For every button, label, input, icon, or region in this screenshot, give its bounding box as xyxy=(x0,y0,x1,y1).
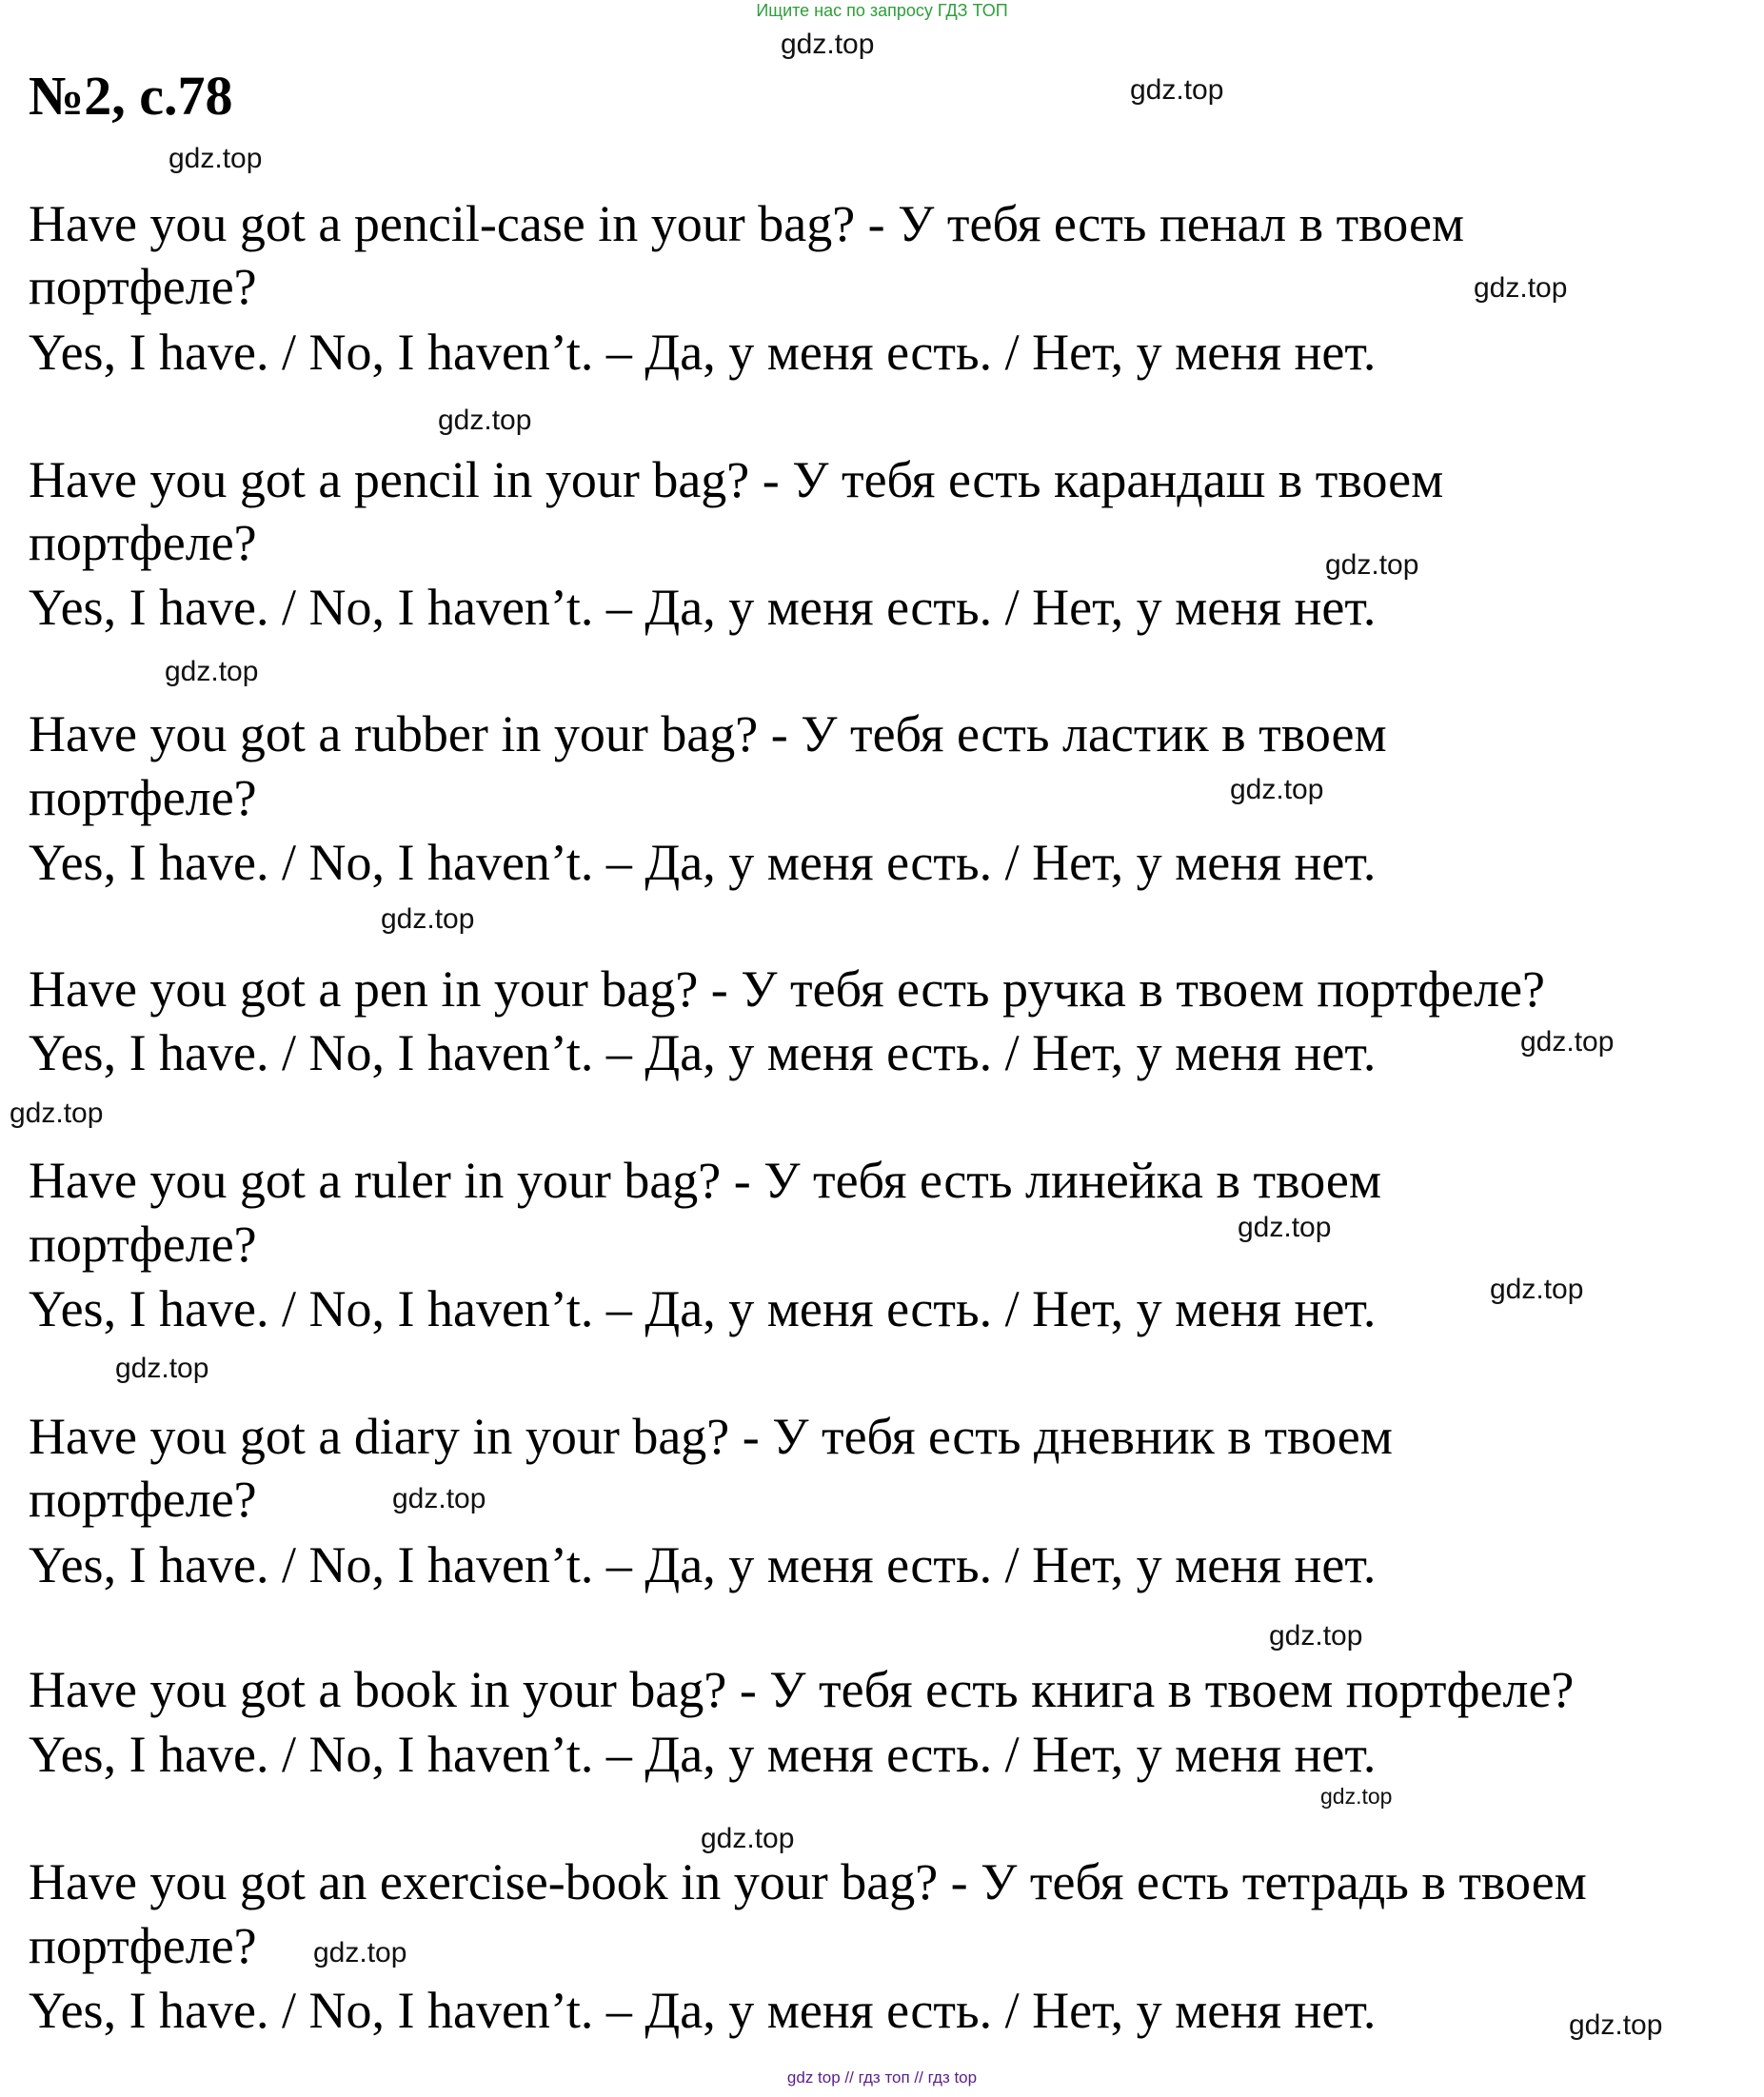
watermark: gdz.top xyxy=(1520,1026,1615,1058)
watermark: gdz.top xyxy=(1269,1620,1363,1652)
top-banner: Ищите нас по запросу ГДЗ ТОП xyxy=(756,1,1008,20)
question-line: Have you got a pen in your bag? - У тебя есть ручка в твоем портфеле? xyxy=(29,960,1546,1018)
answer-line: Yes, I have. / No, I haven’t. – Да, у меня есть. / Нет, у меня нет. xyxy=(29,1024,1377,1081)
footer: gdz top // гдз топ // гдз top xyxy=(786,2068,978,2087)
watermark: gdz.top xyxy=(392,1483,486,1514)
watermark: gdz.top xyxy=(438,405,532,436)
question-line: Have you got a rubber in your bag? - У тебя есть ластик в твоем xyxy=(29,705,1387,762)
question-line-cont: портфеле? xyxy=(29,258,257,315)
question-line: Have you got an exercise-book in your bag? - У тебя есть тетрадь в твоем xyxy=(29,1853,1587,1910)
answer-line: Yes, I have. / No, I haven’t. – Да, у меня есть. / Нет, у меня нет. xyxy=(29,834,1377,891)
watermark: gdz.top xyxy=(381,903,475,935)
watermark: gdz.top xyxy=(1320,1784,1393,1809)
watermark: gdz.top xyxy=(1474,272,1568,304)
watermark: gdz.top xyxy=(168,143,263,174)
watermark: gdz.top xyxy=(1569,2009,1663,2041)
answer-line: Yes, I have. / No, I haven’t. – Да, у меня есть. / Нет, у меня нет. xyxy=(29,1726,1377,1783)
watermark: gdz.top xyxy=(115,1353,209,1384)
watermark: gdz.top xyxy=(1325,549,1419,581)
page-title: №2, с.78 xyxy=(29,65,233,127)
watermark: gdz.top xyxy=(1238,1212,1332,1243)
answer-line: Yes, I have. / No, I haven’t. – Да, у меня есть. / Нет, у меня нет. xyxy=(29,579,1377,636)
question-line: Have you got a ruler in your bag? - У тебя есть линейка в твоем xyxy=(29,1152,1382,1209)
watermark: gdz.top xyxy=(701,1823,795,1854)
question-line-cont: портфеле? xyxy=(29,1216,257,1273)
answer-line: Yes, I have. / No, I haven’t. – Да, у меня есть. / Нет, у меня нет. xyxy=(29,1982,1377,2039)
answer-line: Yes, I have. / No, I haven’t. – Да, у меня есть. / Нет, у меня нет. xyxy=(29,1280,1377,1337)
answer-line: Yes, I have. / No, I haven’t. – Да, у меня есть. / Нет, у меня нет. xyxy=(29,1536,1377,1593)
watermark: gdz.top xyxy=(1490,1274,1584,1305)
question-line: Have you got a pencil in your bag? - У тебя есть карандаш в твоем xyxy=(29,451,1444,508)
question-line-cont: портфеле? xyxy=(29,769,257,826)
question-line: Have you got a book in your bag? - У тебя есть книга в твоем портфеле? xyxy=(29,1661,1575,1718)
watermark: gdz.top xyxy=(165,656,259,687)
answer-line: Yes, I have. / No, I haven’t. – Да, у меня есть. / Нет, у меня нет. xyxy=(29,324,1377,381)
watermark: gdz.top xyxy=(1230,774,1324,805)
question-line-cont: портфеле? xyxy=(29,1471,257,1528)
watermark: gdz.top xyxy=(1130,74,1224,106)
question-line: Have you got a pencil-case in your bag? - У тебя есть пенал в твоем xyxy=(29,195,1465,252)
watermark: gdz.top xyxy=(313,1937,407,1968)
watermark: gdz.top xyxy=(10,1098,104,1129)
question-line-cont: портфеле? xyxy=(29,1917,257,1974)
watermark: gdz.top xyxy=(781,29,875,60)
question-line: Have you got a diary in your bag? - У тебя есть дневник в твоем xyxy=(29,1408,1393,1465)
question-line-cont: портфеле? xyxy=(29,514,257,571)
